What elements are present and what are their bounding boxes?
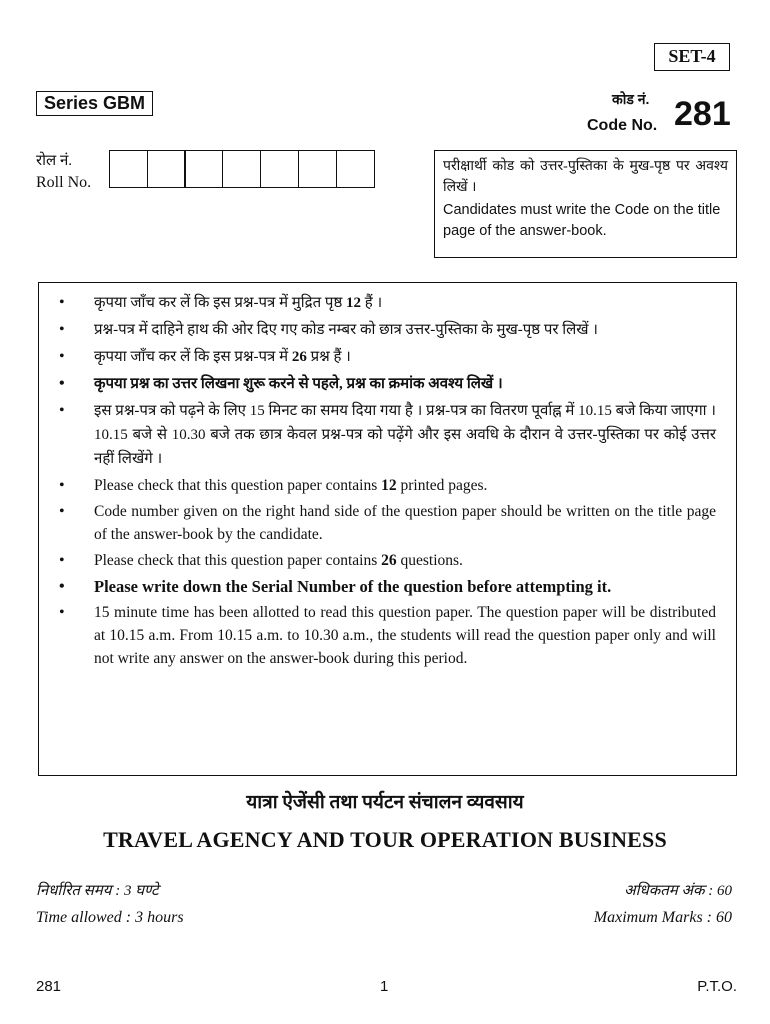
instruction-text: Please check that this question paper contains <box>94 477 382 494</box>
roll-label: Roll No. <box>36 174 92 191</box>
instruction-item <box>57 399 716 471</box>
instruction-text: इस प्रश्न-पत्र को पढ़ने के लिए 15 मिनट का समय दिया गया है । प्रश्न-पत्र का वितरण पूर्वाह्न में 10.15 बजे किया जाएगा । 10.15 बजे से 10.30 बजे तक छात्र केवल प्रश्न-पत्र को पढ़ेंगे और इस अवधि के दौरान वे उत्तर-पुस्तिका पर कोई उत्तर नहीं लिखेंगे । <box>94 403 716 467</box>
please-turn-over: P.T.O. <box>697 978 737 995</box>
instructions-list <box>57 291 716 670</box>
roll-digit-box[interactable] <box>298 150 337 188</box>
footer-code: 281 <box>36 978 62 995</box>
roll-label-hindi: रोल नं. <box>36 153 73 169</box>
subject-title-hindi: यात्रा ऐजेंसी तथा पर्यटन संचालन व्यवसाय <box>246 792 524 813</box>
maximum-marks-hindi: अधिकतम अंक : 60 <box>624 883 732 899</box>
instruction-item <box>57 601 716 670</box>
instruction-item <box>57 291 716 315</box>
roll-digit-box[interactable] <box>222 150 261 188</box>
instruction-number: 26 <box>381 552 397 569</box>
code-number: 281 <box>674 95 731 133</box>
roll-digit-box[interactable] <box>260 150 299 188</box>
page-number: 1 <box>380 978 389 995</box>
instruction-text: हैं । <box>361 295 383 311</box>
instruction-item <box>57 372 716 396</box>
time-allowed-hindi: निर्धारित समय : 3 घण्टे <box>36 883 159 899</box>
instruction-number: 26 <box>291 349 307 365</box>
roll-digit-box[interactable] <box>184 150 223 188</box>
instruction-text: कृपया प्रश्न का उत्तर लिखना शुरू करने से पहले, प्रश्न का क्रमांक अवश्य लिखें । <box>94 376 503 392</box>
roll-digit-box[interactable] <box>147 150 186 188</box>
instruction-number: 12 <box>381 477 397 494</box>
candidate-note: Candidates must write the Code on the title page of the answer-book. <box>443 202 721 239</box>
maximum-marks: Maximum Marks : 60 <box>593 909 732 926</box>
instruction-text: 15 minute time has been allotted to read this question paper. The question paper will be distributed at 10.15 a.m. From 10.15 a.m. to 10.30 a.m., the students will read the question paper only and will not write any answer on the answer-book during this period. <box>94 604 716 667</box>
instruction-text: questions. <box>396 552 463 569</box>
instruction-item <box>57 345 716 369</box>
instruction-number: 12 <box>346 295 362 311</box>
series-label: Series GBM <box>36 91 153 116</box>
instruction-text: Please write down the Serial Number of the question before attempting it. <box>94 577 612 596</box>
instruction-item <box>57 474 716 497</box>
instruction-text: कृपया जाँच कर लें कि इस प्रश्न-पत्र में <box>94 349 292 365</box>
code-label: Code No. <box>587 117 658 134</box>
instruction-item <box>57 318 716 342</box>
candidate-note-hindi: परीक्षार्थी कोड को उत्तर-पुस्तिका के मुख-पृष्ठ पर अवश्य लिखें । <box>443 159 728 195</box>
candidate-note-box <box>434 150 737 258</box>
instruction-text: Code number given on the right hand side of the question paper should be written on the title page of the answer-book by the candidate. <box>94 503 716 543</box>
instruction-text: कृपया जाँच कर लें कि इस प्रश्न-पत्र में मुद्रित पृष्ठ <box>94 295 347 311</box>
instruction-item <box>57 549 716 572</box>
roll-digit-box[interactable] <box>336 150 375 188</box>
set-label: SET-4 <box>654 43 730 71</box>
instruction-text: प्रश्न हैं । <box>306 349 351 365</box>
roll-number-boxes <box>110 150 375 188</box>
instruction-item <box>57 575 716 598</box>
instruction-item <box>57 500 716 546</box>
instruction-text: Please check that this question paper contains <box>94 552 382 569</box>
instruction-text: प्रश्न-पत्र में दाहिने हाथ की ओर दिए गए कोड नम्बर को छात्र उत्तर-पुस्तिका के मुख-पृष्ठ पर लिखें । <box>94 322 598 338</box>
roll-digit-box[interactable] <box>109 150 148 188</box>
instruction-text: printed pages. <box>396 477 488 494</box>
time-allowed: Time allowed : 3 hours <box>36 909 184 926</box>
subject-title: TRAVEL AGENCY AND TOUR OPERATION BUSINESS <box>103 827 667 852</box>
instructions-box <box>38 282 737 776</box>
code-label-hindi: कोड नं. <box>612 91 650 107</box>
